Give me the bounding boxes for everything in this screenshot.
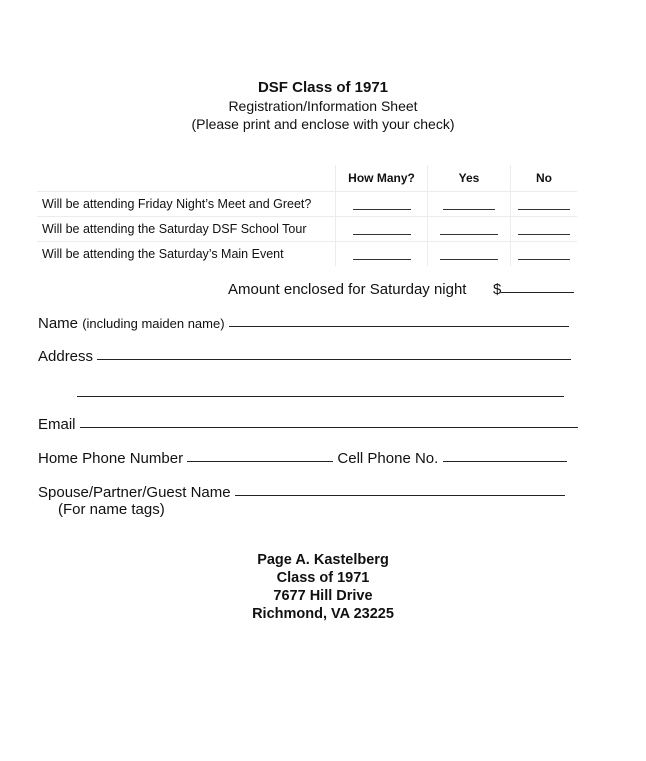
name-label: Name bbox=[38, 315, 79, 332]
name-blank[interactable] bbox=[229, 326, 569, 327]
mailing-line-2: 7677 Hill Drive bbox=[273, 588, 373, 604]
page-title: DSF Class of 1971 bbox=[257, 79, 389, 96]
amount-label: Amount enclosed for Saturday night bbox=[228, 281, 467, 298]
column-header-how-many: How Many? bbox=[336, 165, 428, 192]
mailing-line-1: Class of 1971 bbox=[276, 570, 370, 586]
table-row bbox=[37, 192, 577, 217]
instruction-text: (Please print and enclose with your check) bbox=[191, 116, 455, 132]
currency-symbol: $ bbox=[493, 281, 502, 298]
how-many-blank[interactable] bbox=[336, 217, 428, 242]
mailing-name: Page A. Kastelberg bbox=[257, 552, 389, 568]
address-label: Address bbox=[38, 348, 94, 365]
no-blank[interactable] bbox=[511, 192, 578, 217]
amount-field[interactable] bbox=[493, 281, 574, 298]
mailing-line-3: Richmond, VA 23225 bbox=[252, 606, 394, 622]
question-main-event: Will be attending the Saturday’s Main Event bbox=[37, 242, 336, 267]
page-subtitle: Registration/Information Sheet bbox=[228, 98, 418, 114]
attendance-table bbox=[37, 165, 577, 266]
email-field bbox=[38, 416, 578, 433]
question-school-tour: Will be attending the Saturday DSF School Tour bbox=[37, 217, 336, 242]
header-blank bbox=[37, 165, 336, 192]
no-blank[interactable] bbox=[511, 242, 578, 267]
table-header-row bbox=[37, 165, 577, 192]
address-field bbox=[38, 348, 571, 365]
address-blank-line-2[interactable] bbox=[77, 396, 564, 397]
table-row bbox=[37, 217, 577, 242]
question-friday: Will be attending Friday Night’s Meet and Greet? bbox=[37, 192, 336, 217]
amount-blank[interactable] bbox=[501, 292, 574, 293]
column-header-yes: Yes bbox=[428, 165, 511, 192]
table-row bbox=[37, 242, 577, 267]
yes-blank[interactable] bbox=[428, 242, 511, 267]
no-blank[interactable] bbox=[511, 217, 578, 242]
guest-blank[interactable] bbox=[235, 495, 565, 496]
guest-note: (For name tags) bbox=[58, 501, 165, 518]
cell-phone-label: Cell Phone No. bbox=[337, 450, 439, 467]
column-header-no: No bbox=[511, 165, 578, 192]
home-phone-label: Home Phone Number bbox=[38, 450, 184, 467]
how-many-blank[interactable] bbox=[336, 242, 428, 267]
yes-blank[interactable] bbox=[428, 192, 511, 217]
cell-phone-blank[interactable] bbox=[443, 461, 567, 462]
how-many-blank[interactable] bbox=[336, 192, 428, 217]
email-label: Email bbox=[38, 416, 76, 433]
name-note: (including maiden name) bbox=[82, 316, 225, 331]
yes-blank[interactable] bbox=[428, 217, 511, 242]
address-blank-line-1[interactable] bbox=[97, 359, 571, 360]
phone-fields bbox=[38, 450, 567, 467]
home-phone-blank[interactable] bbox=[187, 461, 333, 462]
guest-field bbox=[38, 484, 565, 501]
guest-label: Spouse/Partner/Guest Name bbox=[38, 484, 231, 501]
email-blank[interactable] bbox=[80, 427, 578, 428]
name-field bbox=[38, 315, 569, 332]
